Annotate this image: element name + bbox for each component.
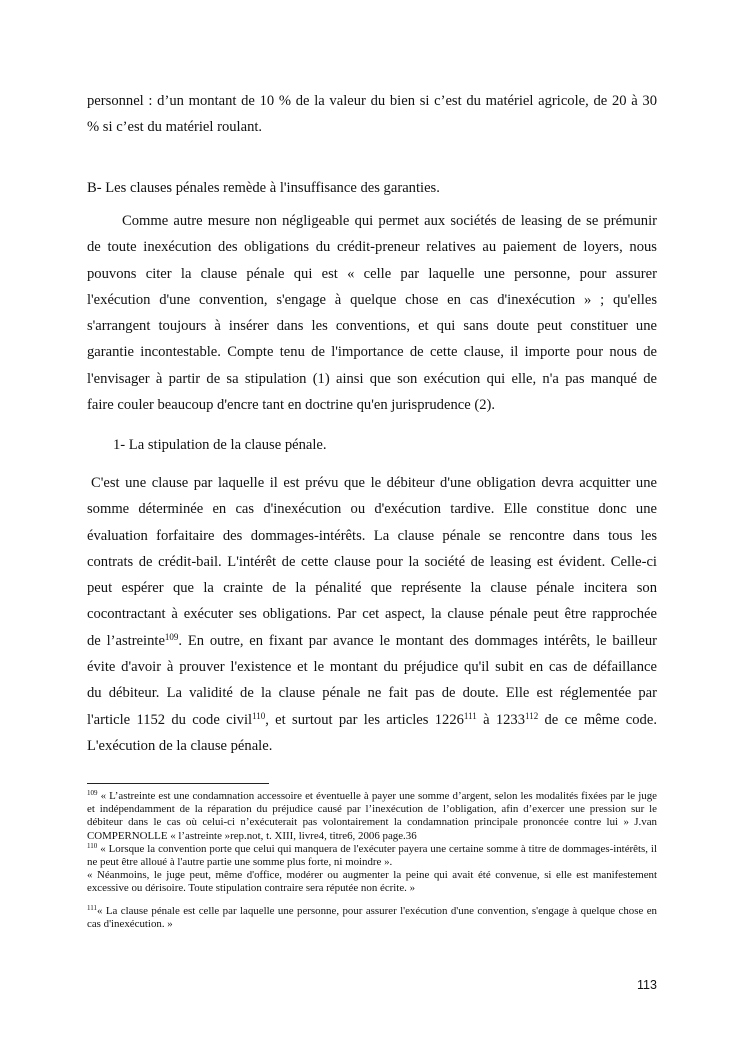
footnotes	[87, 790, 657, 931]
text-line	[87, 628, 657, 654]
footnote-ref-111: 111	[463, 710, 477, 721]
footnote-number: 109	[87, 789, 98, 797]
text-run: de ce même code.	[538, 711, 657, 728]
text-line: l'envisager à partir de sa stipulation (1) ainsi que son exécution qui elle, n'a pas manqué de	[87, 370, 657, 387]
subsection-heading-1: 1- La stipulation de la clause pénale.	[113, 437, 327, 453]
text-run: l'article 1152 du code civil	[87, 711, 253, 728]
text-line: peut espérer que la crainte de la pénalité que représente la clause pénale incitera son	[87, 580, 657, 597]
text-run: à 1233	[476, 711, 526, 728]
text-line: cocontractant à exécuter ses obligations. Par cet aspect, la clause pénale peut être rapprochée	[87, 606, 657, 623]
text-line: contrats de crédit-bail. L'intérêt de cette clause pour la société de leasing est évident. Celle-ci	[87, 553, 657, 570]
footnote-109	[87, 790, 657, 843]
footnote-111	[87, 905, 657, 931]
text-run: . En outre, en fixant par avance le montant des dommages intérêts, le bailleur	[178, 632, 657, 649]
text-line: garantie incontestable. Compte tenu de l'importance de cette clause, il importe pour nous de	[87, 344, 657, 361]
footnote-text: « La clause pénale est celle par laquelle une personne, pour assurer l'exécution d'une convention, s'engage à quelque chose en cas d'inexécution. »	[87, 904, 657, 930]
footnote-number: 110	[87, 841, 98, 850]
paragraph-continuation	[87, 88, 657, 141]
text-line: pouvons citer la clause pénale qui est « celle par laquelle une personne, pour assurer	[87, 265, 657, 282]
text-run: de l’astreinte	[87, 632, 165, 649]
footnote-110	[87, 843, 657, 869]
text-line: personnel : d’un montant de 10 % de la valeur du bien si c’est du matériel agricole, de 20 à 30	[87, 93, 657, 109]
text-line: somme déterminée en cas d'inexécution ou d'exécution tardive. Elle constitue donc une	[87, 501, 657, 518]
footnote-ref-110: 110	[252, 710, 266, 721]
footnote-text: « Lorsque la convention porte que celui qui manquera de l'exécuter payera une certaine somme à titre de dommages-intérêts, il ne peut être alloué à l'autre partie une somme plus forte, ni moindre ».	[87, 842, 657, 869]
text-line: l'exécution d'une convention, s'engage à quelque chose en cas d'inexécution » ; qu'elles	[87, 291, 657, 308]
text-line: du débiteur. La validité de la clause pénale ne fait pas de doute. Elle est réglementée par	[87, 685, 657, 702]
text-line: faire couler beaucoup d'encre tant en doctrine qu'en jurisprudence (2).	[87, 397, 496, 414]
footnote-number: 111	[87, 903, 97, 912]
text-line: Comme autre mesure non négligeable qui permet aux sociétés de leasing de se prémunir	[122, 213, 657, 229]
text-line: % si c’est du matériel roulant.	[87, 119, 263, 136]
page-number: 113	[637, 978, 657, 992]
text-line: s'arrangent toujours à insérer dans les conventions, et qui sans doute peut constituer une	[87, 318, 657, 335]
text-line: évaluation forfaitaire des dommages-intérêts. La clause pénale se rencontre dans tous les	[87, 527, 657, 544]
text-run: , et surtout par les articles 1226	[265, 711, 464, 728]
text-line: L'exécution de la clause pénale.	[87, 737, 273, 754]
footnote-ref-109: 109	[164, 631, 179, 642]
footnote-ref-112: 112	[525, 710, 539, 721]
paragraph-clause-intro	[87, 208, 657, 418]
paragraph-clause-stipulation	[87, 470, 657, 759]
footnote-110-continued: « Néanmoins, le juge peut, même d'office, modérer ou augmenter la peine qui avait été convenue, si elle est manifestement excessive ou dérisoire. Toute stipulation contraire sera réputée non écrite. »	[87, 869, 657, 895]
text-line	[87, 707, 657, 733]
text-line: C'est une clause par laquelle il est prévu que le débiteur d'une obligation devra acquitter une	[91, 475, 657, 491]
text-line: de toute inexécution des obligations du crédit-preneur relatives au paiement de loyers, nous	[87, 239, 657, 256]
footnote-text: « L’astreinte est une condamnation accessoire et éventuelle à payer une somme d’argent, selon les modalités fixées par le juge et indépendamment de la réparation du préjudice causé par l’inexécution de l’obligation, afin d’exercer une pression sur le débiteur dans le cas où celui-ci n’exécuterait pas volontairement la condamnation principale prononcée contre lui » J.van COMPERNOLLE « l’astreinte »rep.not, t. XIII, livre4, titre6, 2006 page.36	[87, 790, 657, 842]
text-line: évite d'avoir à prouver l'existence et le montant du préjudice qu'il subit en cas de défaillance	[87, 659, 657, 676]
footnote-separator	[87, 783, 269, 784]
section-heading-b: B- Les clauses pénales remède à l'insuffisance des garanties.	[87, 180, 440, 196]
